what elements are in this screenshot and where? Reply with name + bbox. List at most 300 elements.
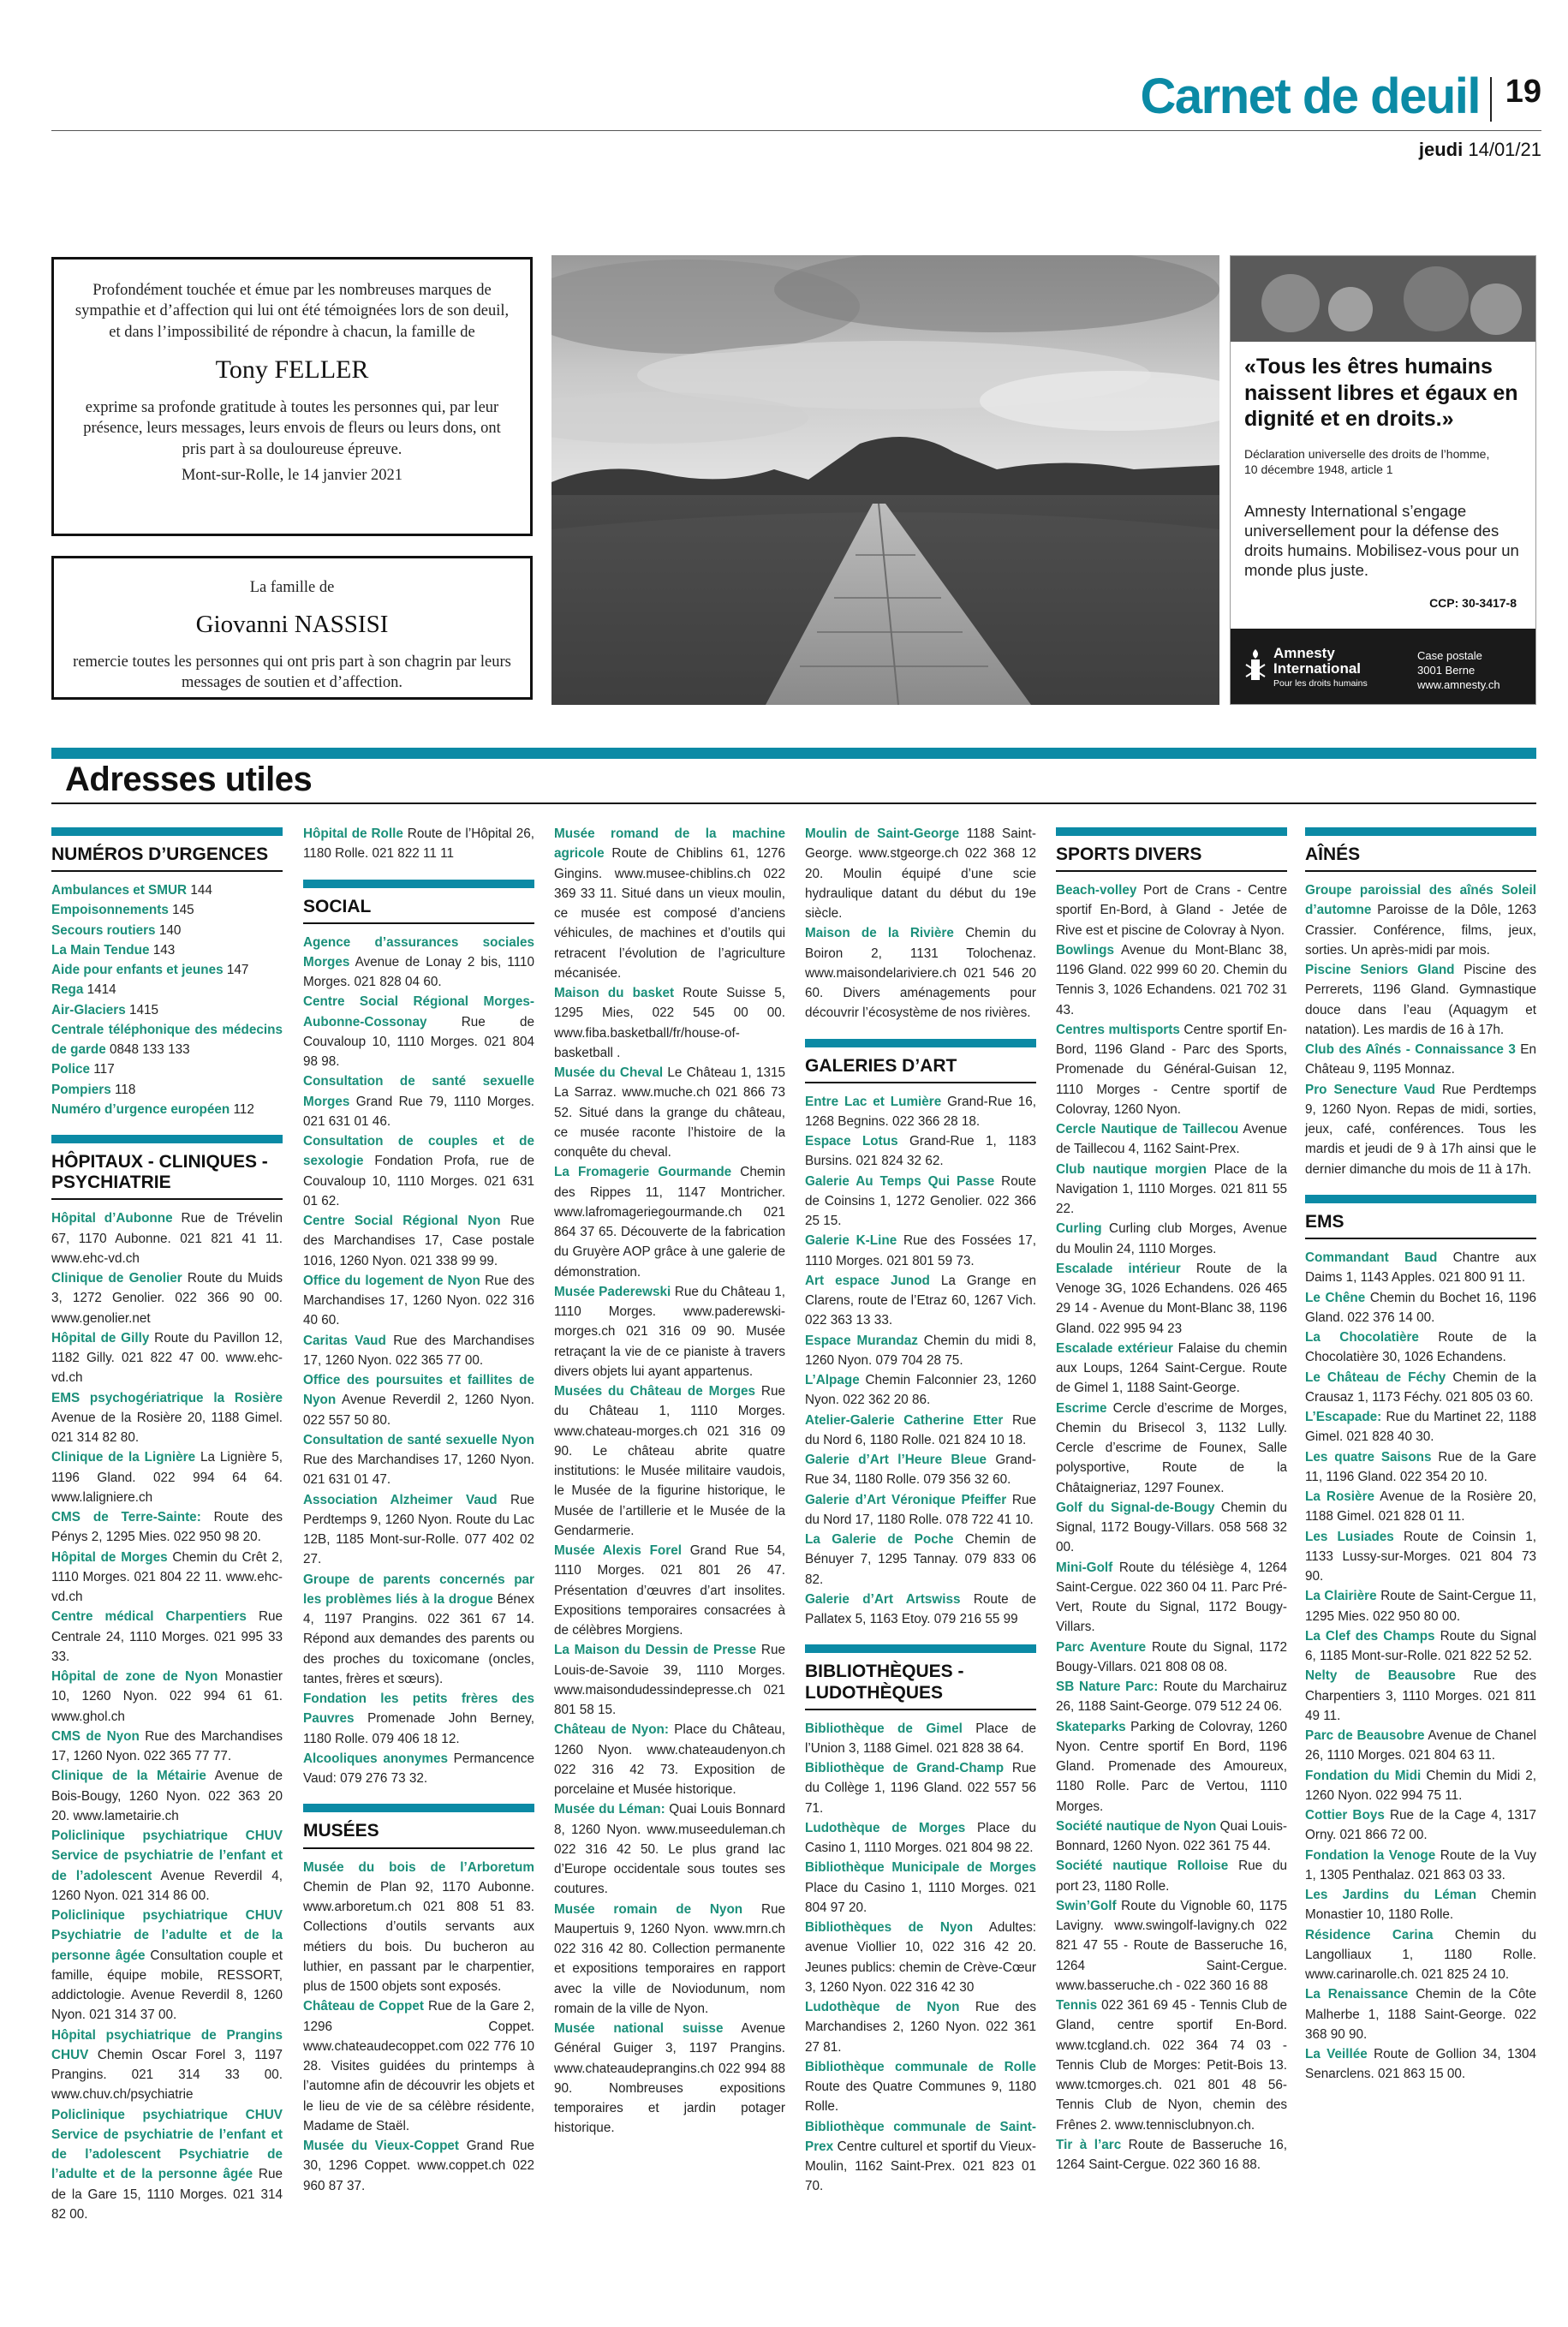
entry-name: Galerie d’Art Véronique Pfeiffer bbox=[805, 1492, 1007, 1507]
entry-name: Curling bbox=[1056, 1221, 1102, 1237]
address-entry bbox=[805, 1719, 1036, 1759]
entry-details: Le Château 1, 1315 La Sarraz. www.muche.ch 021 866 73 52. Situé dans la grange du château, ce musée raconte l’histoire de la conquête du cheval. bbox=[554, 1065, 785, 1160]
address-entry bbox=[1305, 1726, 1536, 1766]
entry-name: Piscine Seniors Gland bbox=[1305, 963, 1455, 978]
address-entry bbox=[554, 2019, 785, 2139]
ad-logo-name: Amnesty International bbox=[1273, 645, 1362, 677]
entry-details: Paroisse de la Dôle, 1263 Crassier. Conférence, films, jeux, sorties. Un après-midi par mois. bbox=[1305, 903, 1536, 958]
entry-details: Rue du port 23, 1180 Rolle. bbox=[1056, 1859, 1287, 1894]
address-entry bbox=[1305, 1407, 1536, 1447]
address-entry bbox=[805, 1231, 1036, 1271]
address-entry bbox=[1056, 1817, 1287, 1857]
section-color-bar bbox=[51, 748, 1536, 759]
entry-details: Promenade John Berney, 1180 Rolle. 079 406 18 12. bbox=[303, 1711, 534, 1746]
entry-name: La Main Tendue bbox=[51, 942, 150, 958]
address-entry bbox=[1305, 1527, 1536, 1587]
entry-details: 117 bbox=[90, 1062, 115, 1077]
entry-details: Avenue Général Guiger 3, 1197 Prangins. www.chateaudeprangins.ch 022 994 88 90. Nombreuses expositions temporaires et jardin potager historique. bbox=[554, 2021, 785, 2136]
address-entry bbox=[51, 1507, 283, 1548]
address-entry bbox=[805, 824, 1036, 923]
entry-name: Bowlings bbox=[1056, 942, 1114, 958]
address-entry bbox=[1305, 1447, 1536, 1488]
entry-name: Skateparks bbox=[1056, 1719, 1126, 1734]
entry-name: Ludothèque de Morges bbox=[805, 1820, 966, 1835]
address-entry bbox=[51, 2105, 283, 2225]
amnesty-ad bbox=[1230, 255, 1536, 705]
address-entry bbox=[1305, 1885, 1536, 1925]
entry-details: Place de la Navigation 1, 1110 Morges. 021 811 55 22. bbox=[1056, 1161, 1287, 1217]
address-entry bbox=[303, 1071, 534, 1131]
entry-name: Musée national suisse bbox=[554, 2021, 724, 2036]
entry-name: Aide pour enfants et jeunes bbox=[51, 963, 224, 978]
entry-name: Bibliothèque Municipale de Morges bbox=[805, 1860, 1036, 1876]
address-entry bbox=[554, 1900, 785, 2020]
address-entry bbox=[51, 1059, 283, 1079]
address-entry bbox=[51, 1328, 283, 1388]
entry-details: Rue des Marchandises 2, 1260 Nyon. 022 361 27 81. bbox=[805, 2000, 1036, 2055]
entry-name: La Galerie de Poche bbox=[805, 1532, 954, 1548]
address-entry bbox=[303, 1570, 534, 1690]
column-4 bbox=[805, 824, 1036, 2197]
entry-name: Air-Glaciers bbox=[51, 1002, 126, 1017]
address-entry bbox=[805, 1370, 1036, 1411]
address-entry bbox=[1056, 1259, 1287, 1339]
address-entry bbox=[51, 980, 283, 999]
address-entry bbox=[805, 1172, 1036, 1232]
notice-place-date: Mont-sur-Rolle, le 14 janvier 2021 bbox=[181, 467, 403, 485]
aines-list bbox=[1305, 880, 1536, 1179]
address-entry bbox=[805, 1590, 1036, 1630]
address-entry bbox=[1056, 940, 1287, 1020]
address-entry bbox=[554, 1063, 785, 1162]
ad-quote: «Tous les êtres humains naissent libres et égaux en dignité et en droits.» bbox=[1244, 355, 1518, 431]
ad-declaration: Déclaration universelle des droits de l’homme, 10 décembre 1948, article 1 bbox=[1244, 447, 1490, 477]
entry-details: Rue de la Gare 2, 1296 Coppet. www.chateaudecoppet.com 022 776 10 28. Visites guidées du printemps à l’automne afin de découvrir les objets et le lieu de vie de sa célèbre résidente, Madame de Staël. bbox=[303, 1999, 535, 2133]
entry-details: Avenue de Chanel 26, 1110 Morges. 021 804 63 11. bbox=[1305, 1728, 1536, 1763]
address-entry bbox=[1305, 1368, 1536, 1408]
musees-continued-list bbox=[554, 824, 785, 2139]
address-entry bbox=[554, 1282, 785, 1381]
entry-details: Quai Louis Bonnard 8, 1260 Nyon. www.museeduleman.ch 022 316 42 50. Le plus grand lac d’Europe occidentale sous toutes ses coutures. bbox=[554, 1802, 785, 1897]
issue-day: jeudi bbox=[1418, 139, 1464, 160]
entry-name: Agence d’assurances sociales Morges bbox=[303, 934, 534, 970]
entry-name: Fondation les petits frères des Pauvres bbox=[303, 1692, 534, 1727]
ad-photo bbox=[1231, 256, 1535, 342]
bibliotheques-list bbox=[805, 1719, 1036, 2197]
entry-name: Parc de Beausobre bbox=[1305, 1728, 1425, 1744]
column-6 bbox=[1305, 827, 1536, 2085]
entry-name: La Clef des Champs bbox=[1305, 1628, 1435, 1644]
entry-details: Grand Rue 30, 1296 Coppet. www.coppet.ch 022 960 87 37. bbox=[303, 2139, 534, 2193]
address-entry bbox=[1056, 1717, 1287, 1817]
address-entry bbox=[805, 1997, 1036, 2057]
entry-name: Consultation de santé sexuelle Nyon bbox=[303, 1432, 534, 1447]
entry-name: CMS de Terre-Sainte: bbox=[51, 1510, 201, 1525]
entry-details: Route de l’Hôpital 26, 1180 Rolle. 021 822 11 11 bbox=[303, 826, 534, 862]
entry-name: Clinique de la Lignière bbox=[51, 1450, 196, 1465]
entry-name: Consultation de couples et de sexologie bbox=[303, 1134, 534, 1169]
entry-name: Espace Lotus bbox=[805, 1134, 898, 1149]
address-entry bbox=[303, 1689, 534, 1749]
entry-details: Avenue de la Rosière 20, 1188 Gimel. 021 314 82 80. bbox=[51, 1410, 283, 1446]
entry-name: Bibliothèque de Grand-Champ bbox=[805, 1761, 1005, 1776]
entry-details: La Grange en Clarens, route de l’Etraz 60, 1267 Vich. 022 363 13 33. bbox=[805, 1273, 1036, 1328]
entry-details: Rue des Marchandises 17, 1260 Nyon. 021 631 01 47. bbox=[303, 1453, 534, 1488]
entry-details: Chantre aux Daims 1, 1143 Apples. 021 800 91 11. bbox=[1305, 1250, 1536, 1286]
entry-name: Musée romand de la machine agricole bbox=[554, 826, 785, 862]
column-5 bbox=[1056, 827, 1287, 2175]
entry-name: Entre Lac et Lumière bbox=[805, 1094, 942, 1109]
entry-details: Route du Muids 3, 1272 Genolier. 022 366 90 00. www.genolier.net bbox=[51, 1271, 283, 1326]
entry-name: Galerie Au Temps Qui Passe bbox=[805, 1173, 995, 1189]
entry-name: Policlinique psychiatrique CHUV Service de psychiatrie de l’enfant et de l’adolescent bbox=[51, 1829, 283, 1883]
entry-name: Les quatre Saisons bbox=[1305, 1449, 1432, 1465]
address-entry bbox=[51, 2026, 283, 2105]
heading-urgences: NUMÉROS D’URGENCES bbox=[51, 827, 283, 872]
notice-intro: Profondément touchée et émue par les nombreuses marques de sympathie et d’affection qui lui ont été témoignées lors de son deuil, et dans l’impossibilité de répondre à chacun, la famille de bbox=[75, 282, 510, 341]
entry-details: Chemin du Crêt 2, 1110 Morges. 021 804 22 11. www.ehc-vd.ch bbox=[51, 1549, 283, 1605]
address-entry bbox=[1305, 1805, 1536, 1846]
sports-list bbox=[1056, 880, 1287, 2175]
ad-address-line: 3001 Berne bbox=[1417, 663, 1476, 677]
section-rule bbox=[51, 803, 1536, 804]
ad-address-line: www.amnesty.ch bbox=[1417, 677, 1500, 691]
address-entry bbox=[1305, 2044, 1536, 2085]
entry-details: Avenue Reverdil 4, 1260 Nyon. 021 314 86 00. bbox=[51, 1868, 283, 1903]
entry-name: Escrime bbox=[1056, 1400, 1107, 1416]
address-entry bbox=[51, 900, 283, 920]
entry-name: Fondation du Midi bbox=[1305, 1768, 1422, 1783]
address-entry bbox=[1056, 2135, 1287, 2175]
entry-details: Rue de la Cage 4, 1317 Orny. 021 866 72 00. bbox=[1305, 1808, 1536, 1843]
notice-intro: La famille de bbox=[249, 579, 335, 596]
deceased-name: Tony FELLER bbox=[215, 355, 369, 385]
heading-musees: MUSÉES bbox=[303, 1804, 534, 1848]
address-entry bbox=[1305, 1626, 1536, 1667]
address-entry bbox=[51, 1826, 283, 1906]
thanks-notice-feller bbox=[51, 257, 533, 536]
entry-details: Route de Coinsins 1, 1272 Genolier. 022 366 25 15. bbox=[805, 1173, 1037, 1229]
entry-name: Policlinique psychiatrique CHUV Psychiatrie de l’adulte et de la personne âgée bbox=[51, 1908, 283, 1963]
heading-aines: AÎNÉS bbox=[1305, 827, 1536, 872]
entry-details: Route des Pénys 2, 1295 Mies. 022 950 98 20. bbox=[51, 1510, 283, 1545]
entry-details: Chemin du Midi 2, 1260 Nyon. 022 994 75 11. bbox=[1305, 1768, 1536, 1803]
address-entry bbox=[1305, 1984, 1536, 2044]
address-entry bbox=[805, 1918, 1036, 1997]
entry-name: Art espace Junod bbox=[805, 1273, 930, 1288]
entry-details: Route des Quatre Communes 9, 1180 Rolle. bbox=[805, 2079, 1036, 2115]
entry-details: Centre sportif En-Bord, 1196 Gland - Parc des Sports, Promenade du Général-Guisan 12, 1110 Morges - Centre sportif de Colovray, 1260 Nyon. bbox=[1056, 1022, 1287, 1117]
address-entry bbox=[303, 933, 534, 993]
address-entry bbox=[805, 923, 1036, 1023]
entry-details: Route du Signal, 1172 Bougy-Villars. 021 808 08 08. bbox=[1056, 1639, 1287, 1674]
address-entry bbox=[554, 1720, 785, 1799]
entry-name: Résidence Carina bbox=[1305, 1927, 1434, 1942]
address-entry bbox=[303, 992, 534, 1071]
address-entry bbox=[1305, 1288, 1536, 1328]
entry-details: Chemin du Langolliaux 1, 1180 Rolle. www.carinarolle.ch. 021 825 24 10. bbox=[1305, 1927, 1536, 1983]
heading-hopitaux: HÔPITAUX - CLINIQUES - PSYCHIATRIE bbox=[51, 1135, 283, 1200]
entry-details: Place du Casino 1, 1110 Morges. 021 804 97 20. bbox=[805, 1880, 1036, 1915]
entry-name: Château de Coppet bbox=[303, 1999, 424, 2014]
address-entry bbox=[51, 1548, 283, 1608]
address-entry bbox=[1305, 1328, 1536, 1368]
entry-details: Route de Chiblins 61, 1276 Gingins. www.musee-chiblins.ch 022 369 33 11. Situé dans un vieux moulin, ce musée est composé d’anciens véhicules, de machines et d’outils qui retracent l’évolution de l’agriculture mécanisée. bbox=[554, 846, 785, 981]
adresses-title: Adresses utiles bbox=[65, 761, 313, 798]
address-entry bbox=[1056, 1677, 1287, 1717]
entry-details: La Lignière 5, 1196 Gland. 022 994 64 64. www.laligniere.ch bbox=[51, 1450, 283, 1505]
entry-details: Route de Coinsin 1, 1133 Lussy-sur-Morges. 021 804 73 90. bbox=[1305, 1529, 1537, 1584]
entry-name: Galerie K-Line bbox=[805, 1233, 897, 1249]
entry-details: Avenue de Lonay 2 bis, 1110 Morges. 021 828 04 60. bbox=[303, 954, 534, 990]
address-entry bbox=[51, 1388, 283, 1448]
address-entry bbox=[51, 1727, 283, 1767]
entry-name: L’Escapade: bbox=[1305, 1410, 1382, 1425]
entry-details: Chemin Monastier 10, 1180 Rolle. bbox=[1305, 1888, 1536, 1923]
entry-details: Piscine des Perrerets, 1196 Gland. Gymnastique douce dans l’eau (Aquagym et natation). Les mardis de 16 à 17h. bbox=[1305, 963, 1536, 1037]
entry-details: Rue du Martinet 22, 1188 Gimel. 021 828 40 30. bbox=[1305, 1410, 1536, 1445]
entry-name: Secours routiers bbox=[51, 922, 156, 938]
address-entry bbox=[1305, 1248, 1536, 1288]
entry-name: Nelty de Beausobre bbox=[1305, 1668, 1456, 1684]
entry-details: Route de la Vuy 1, 1305 Penthalaz. 021 863 03 33. bbox=[1305, 1847, 1537, 1882]
ad-logo-sub: Pour les droits humains bbox=[1273, 678, 1368, 689]
entry-name: Centres multisports bbox=[1056, 1022, 1180, 1037]
entry-details: Rue des Charpentiers 3, 1110 Morges. 021 811 49 11. bbox=[1305, 1668, 1536, 1723]
entry-name: Policlinique psychiatrique CHUV Service de psychiatrie de l’enfant et de l’adolescent Psychiatrie de l’adulte et de la personne âgée bbox=[51, 2107, 283, 2182]
entry-details: Route du Marchairuz 26, 1188 Saint-George. 079 512 24 06. bbox=[1056, 1680, 1287, 1715]
address-entry bbox=[805, 2057, 1036, 2117]
entry-details: Chemin de la Crausaz 1, 1173 Féchy. 021 805 03 60. bbox=[1305, 1369, 1536, 1405]
entry-details: Rue de Couvaloup 10, 1110 Morges. 021 804 98 98. bbox=[303, 1014, 534, 1070]
entry-name: Musée Alexis Forel bbox=[554, 1543, 682, 1558]
address-entry bbox=[805, 1818, 1036, 1859]
deceased-name: Giovanni NASSISI bbox=[195, 611, 389, 639]
entry-details: Rue des Marchandises 17, 1260 Nyon. 022 365 77 77. bbox=[51, 1728, 283, 1764]
entry-name: Alcooliques anonymes bbox=[303, 1751, 448, 1766]
address-entry bbox=[1056, 1160, 1287, 1220]
entry-name: Bibliothèque communale de Saint-Prex bbox=[805, 2119, 1036, 2154]
entry-details: Rue du Nord 6, 1180 Rolle. 021 824 10 18. bbox=[805, 1412, 1037, 1447]
address-entry bbox=[1056, 1896, 1287, 1996]
entry-name: Atelier-Galerie Catherine Etter bbox=[805, 1412, 1004, 1428]
address-entry bbox=[1305, 1925, 1536, 1985]
entry-details: Permancence Vaud: 079 276 73 32. bbox=[303, 1751, 534, 1787]
entry-name: Ludothèque de Nyon bbox=[805, 2000, 960, 2015]
entry-name: La Maison du Dessin de Presse bbox=[554, 1643, 757, 1658]
address-entry bbox=[51, 1447, 283, 1507]
entry-details: 145 bbox=[168, 903, 194, 918]
entry-name: Société nautique de Nyon bbox=[1056, 1818, 1217, 1834]
entry-name: Musée du bois de l’Arboretum bbox=[303, 1859, 534, 1875]
galeries-list bbox=[805, 1092, 1036, 1630]
entry-name: La Chocolatière bbox=[1305, 1330, 1419, 1345]
entry-details: Chemin du Boiron 2, 1131 Tolochenaz. www.maisondelariviere.ch 021 546 20 60. Divers aménagements pour découvrir l’écosystème de nos rivières. bbox=[805, 926, 1036, 1021]
entry-details: Rue du Nord 17, 1180 Rolle. 078 722 41 10. bbox=[805, 1492, 1036, 1527]
entry-details: 112 bbox=[230, 1101, 254, 1117]
entry-name: Le Château de Féchy bbox=[1305, 1369, 1446, 1385]
address-entry bbox=[1056, 1119, 1287, 1160]
entry-details: 1414 bbox=[83, 982, 116, 998]
entry-details: 143 bbox=[149, 942, 176, 958]
address-entry bbox=[1305, 1040, 1536, 1080]
address-entry bbox=[805, 1450, 1036, 1490]
address-entry bbox=[303, 1131, 534, 1211]
entry-name: Rega bbox=[51, 982, 84, 998]
entry-details: Route du télésiège 4, 1264 Saint-Cergue. 022 360 04 11. Parc Pré-Vert, Route du Signal, 1172 Bougy-Villars. bbox=[1056, 1560, 1287, 1635]
address-entry bbox=[1305, 960, 1536, 1040]
ems-list bbox=[1305, 1248, 1536, 2085]
entry-details: Route du Signal 6, 1185 Mont-sur-Rolle. 021 822 52 52. bbox=[1305, 1628, 1536, 1664]
social-list bbox=[303, 933, 534, 1789]
entry-details: Route de Pallatex 5, 1163 Etoy. 079 216 55 99 bbox=[805, 1591, 1036, 1627]
address-entry bbox=[805, 1331, 1036, 1371]
address-entry bbox=[805, 1092, 1036, 1132]
entry-name: La Renaissance bbox=[1305, 1987, 1409, 2002]
address-entry bbox=[1056, 1339, 1287, 1399]
entry-details: Rue des Fossées 17, 1110 Morges. 021 801 59 73. bbox=[805, 1233, 1036, 1268]
address-entry bbox=[51, 960, 283, 980]
entry-details: Route Suisse 5, 1295 Mies, 022 545 00 00. www.fiba.basketball/fr/house-of-basketball . bbox=[554, 986, 785, 1060]
entry-name: Clinique de la Métairie bbox=[51, 1769, 206, 1784]
entry-name: Espace Murandaz bbox=[805, 1333, 918, 1348]
entry-details: Curling club Morges, Avenue du Moulin 24, 1110 Morges. bbox=[1056, 1221, 1287, 1256]
address-entry bbox=[805, 1530, 1036, 1590]
entry-name: Bibliothèque communale de Rolle bbox=[805, 2059, 1036, 2074]
column-1 bbox=[51, 827, 283, 2224]
entry-details: 144 bbox=[187, 883, 212, 898]
entry-name: Beach-volley bbox=[1056, 883, 1137, 898]
entry-details: Chemin du Bochet 16, 1196 Gland. 022 376 14 00. bbox=[1305, 1290, 1536, 1325]
address-entry bbox=[805, 2117, 1036, 2197]
entry-details: Cercle d’escrime de Morges, Chemin du Brisecol 3, 1132 Lully. Cercle d’escrime de Founex, Salle polysportive, Route de la Châtaigneriaz, 1297 Founex. bbox=[1056, 1400, 1287, 1495]
column-3 bbox=[554, 824, 785, 2139]
entry-name: L’Alpage bbox=[805, 1373, 860, 1388]
entry-details: Rue Centrale 24, 1110 Morges. 021 995 33 33. bbox=[51, 1609, 283, 1664]
notice-body: remercie toutes les personnes qui ont pris part à son chagrin par leurs messages de soutien et d’affection. bbox=[73, 653, 511, 692]
entry-details: Chemin des Rippes 11, 1147 Montricher. www.lafromageriegourmande.ch 021 864 37 65. Découverte de la fabrication du Gruyère AOP grâce à une galerie de démonstration. bbox=[554, 1165, 785, 1280]
entry-details: 140 bbox=[155, 922, 182, 938]
entry-details: Grand Rue 79, 1110 Morges. 021 631 01 46. bbox=[303, 1094, 534, 1129]
address-entry bbox=[1056, 880, 1287, 940]
address-entry bbox=[1305, 1487, 1536, 1527]
heading-social: SOCIAL bbox=[303, 880, 534, 924]
entry-name: Château de Nyon: bbox=[554, 1722, 669, 1738]
header-divider bbox=[1490, 77, 1492, 122]
entry-details: Consultation couple et famille, équipe mobile, RESSORT, addictologie. Avenue Reverdil 8, 1260 Nyon. 021 314 37 00. bbox=[51, 1948, 283, 2023]
entry-name: Maison de la Rivière bbox=[805, 926, 954, 941]
entry-details: En Château 9, 1195 Monnaz. bbox=[1305, 1042, 1536, 1077]
page-header bbox=[51, 67, 1541, 160]
entry-details: 022 361 69 45 - Tennis Club de Gland, centre sportif En-Bord. www.tcgland.ch. 022 364 74 03 - Tennis Club de Morges: Petit-Bois 13. www.tcmorges.ch. 021 801 48 56- Tennis Club de Nyon, chemin des Frênes 2. www.tennisclubnyon.ch. bbox=[1056, 1998, 1287, 2133]
address-entry bbox=[303, 1858, 534, 1997]
entry-name: La Rosière bbox=[1305, 1489, 1375, 1505]
address-entry bbox=[51, 1906, 283, 2026]
address-entry bbox=[303, 1996, 534, 2136]
address-entry bbox=[303, 2136, 534, 2196]
entry-name: Cercle Nautique de Taillecou bbox=[1056, 1122, 1239, 1137]
entry-name: Les Jardins du Léman bbox=[1305, 1888, 1477, 1903]
entry-name: Centrale téléphonique des médecins de garde bbox=[51, 1022, 283, 1058]
entry-name: Club des Aînés - Connaissance 3 bbox=[1305, 1042, 1516, 1058]
entry-details: Parking de Colovray, 1260 Nyon. Centre sportif En Bord, 1196 Gland. Promenade des Amoureux, 1180 Rolle. Parc de Vertou, 1110 Morges. bbox=[1056, 1719, 1287, 1814]
address-entry bbox=[51, 880, 283, 900]
entry-name: Cottier Boys bbox=[1305, 1808, 1385, 1823]
entry-details: Fondation Profa, rue de Couvaloup 10, 1110 Morges. 021 631 01 62. bbox=[303, 1154, 534, 1208]
entry-name: Hôpital d’Aubonne bbox=[51, 1211, 173, 1226]
entry-details: Quai Louis-Bonnard, 1260 Nyon. 022 361 75 44. bbox=[1056, 1818, 1287, 1854]
entry-details: 118 bbox=[110, 1082, 136, 1097]
entry-details: 1415 bbox=[125, 1002, 159, 1017]
entry-name: Groupe de parents concernés par les problèmes liés à la drogue bbox=[303, 1572, 534, 1607]
ad-address-line: Case postale bbox=[1417, 649, 1482, 662]
address-entry bbox=[1305, 1080, 1536, 1179]
heading-ems: EMS bbox=[1305, 1195, 1536, 1239]
address-entry bbox=[1056, 1498, 1287, 1558]
candle-icon bbox=[1244, 647, 1267, 686]
entry-details: Grand-Rue 1, 1183 Bursins. 021 824 32 62. bbox=[805, 1134, 1036, 1169]
address-entry bbox=[303, 1271, 534, 1331]
entry-name: La Clairière bbox=[1305, 1589, 1377, 1604]
entry-name: Centre Social Régional Nyon bbox=[303, 1214, 501, 1229]
address-entry bbox=[1056, 1996, 1287, 2135]
entry-details: 0848 133 133 bbox=[105, 1042, 190, 1058]
address-entry bbox=[805, 1758, 1036, 1818]
entry-details: Route du Vignoble 60, 1175 Lavigny. www.swingolf-lavigny.ch 022 821 47 55 - Route de Basseruche 16, 1264 Saint-Cergue. www.basseruche.ch - 022 360 16 88 bbox=[1056, 1898, 1287, 1993]
entry-details: Rue des Marchandises 17, 1260 Nyon. 022 316 40 60. bbox=[303, 1273, 534, 1328]
entry-details: Bénex 4, 1197 Prangins. 022 361 67 14. Répond aux demandes des parents ou des proches du toxicomane (oncles, tantes, frères et sœurs). bbox=[303, 1591, 534, 1686]
entry-name: Escalade intérieur bbox=[1056, 1261, 1181, 1276]
entry-name: Maison du basket bbox=[554, 986, 675, 1000]
address-entry bbox=[805, 1271, 1036, 1331]
section-title: Carnet de deuil bbox=[1140, 69, 1480, 124]
address-entry bbox=[554, 1162, 785, 1282]
entry-name: Musée du Cheval bbox=[554, 1065, 664, 1080]
entry-name: Galerie d’Art l’Heure Bleue bbox=[805, 1453, 987, 1468]
address-entry bbox=[1305, 1846, 1536, 1886]
entry-details: Rue de Trévelin 67, 1170 Aubonne. 021 821 41 11. www.ehc-vd.ch bbox=[51, 1211, 283, 1266]
entry-name: Association Alzheimer Vaud bbox=[303, 1492, 498, 1507]
heading-bibliotheques: BIBLIOTHÈQUES - LUDOTHÈQUES bbox=[805, 1644, 1036, 1709]
entry-name: Musées du Château de Morges bbox=[554, 1384, 756, 1399]
entry-details: Route de Basseruche 16, 1264 Saint-Cergue. 022 360 16 88. bbox=[1056, 2137, 1287, 2173]
entry-details: 1188 Saint-George. www.stgeorge.ch 022 368 12 20. Moulin équipé d’une scie hydraulique datant du début du 19e siècle. bbox=[805, 826, 1036, 921]
entry-name: Le Chêne bbox=[1305, 1290, 1366, 1305]
entry-details: Rue de la Gare 11, 1196 Gland. 022 354 20 10. bbox=[1305, 1449, 1536, 1484]
address-entry bbox=[303, 1430, 534, 1490]
entry-details: Route du Pavillon 12, 1182 Gilly. 021 822 47 00. www.ehc-vd.ch bbox=[51, 1330, 283, 1386]
entry-name: Centre médical Charpentiers bbox=[51, 1609, 247, 1625]
address-entry bbox=[51, 1667, 283, 1727]
address-entry bbox=[805, 1411, 1036, 1451]
entry-name: Galerie d’Art Artswiss bbox=[805, 1591, 961, 1607]
address-entry bbox=[554, 1799, 785, 1899]
entry-name: Musée du Vieux-Coppet bbox=[303, 2139, 460, 2154]
address-entry bbox=[554, 1541, 785, 1640]
entry-name: Groupe paroissial des aînés Soleil d’automne bbox=[1305, 883, 1536, 918]
address-entry bbox=[554, 1381, 785, 1541]
address-entry bbox=[1305, 1586, 1536, 1626]
issue-date-value: 14/01/21 bbox=[1468, 139, 1541, 160]
heading-galeries: GALERIES D’ART bbox=[805, 1039, 1036, 1083]
page-number: 19 bbox=[1505, 74, 1541, 110]
entry-name: Escalade extérieur bbox=[1056, 1340, 1173, 1356]
entry-name: CMS de Nyon bbox=[51, 1728, 140, 1744]
entry-name: Pompiers bbox=[51, 1082, 111, 1097]
entry-details: Rue du Château 1, 1110 Morges. www.paderewski-morges.ch 021 316 09 90. Musée retraçant la vie de ce pianiste à travers divers objets lui ayant appartenus. bbox=[554, 1284, 786, 1379]
entry-details: Route de la Venoge 3G, 1026 Echandens. 026 465 29 14 - Avenue du Mont-Blanc 38, 1196 Gland. 022 995 94 23 bbox=[1056, 1261, 1287, 1336]
address-entry bbox=[805, 1131, 1036, 1172]
